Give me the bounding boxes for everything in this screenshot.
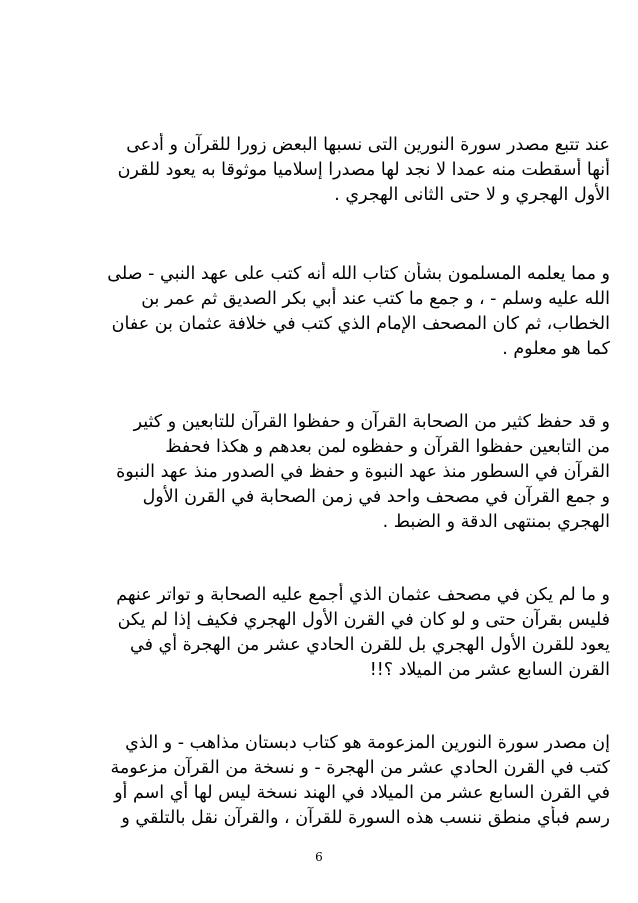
- paragraph-1-line-2: أنها أسقطت منه عمدا لا نجد لها مصدرا إسلاميا موثوقا به يعود للقرن: [117, 160, 610, 180]
- paragraph-5-line-1: إن مصدر سورة النورين المزعومة هو كتاب دبستان مذاهب - و الذي: [125, 733, 610, 753]
- paragraph-4-line-4: القرن السابع عشر من الميلاد ؟!!: [369, 660, 610, 680]
- paragraph-5: [30, 731, 610, 831]
- paragraph-1: [30, 133, 610, 208]
- paragraph-2-line-3: الخطاب، ثم كان المصحف الإمام الذي كتب في خلافة عثمان بن عفان: [111, 314, 610, 334]
- paragraph-5-line-2: كتب في القرن الحادي عشر من الهجرة - و نسخة من القرآن مزعومة: [110, 758, 610, 778]
- paragraph-2-line-1: و مما يعلمه المسلمون بشأن كتاب الله أنه كتب على عهد النبي - صلى: [107, 264, 610, 284]
- paragraph-1-line-1: عند تتبع مصدر سورة النورين التى نسبها البعض زورا للقرآن و أدعى: [126, 135, 610, 155]
- paragraph-3-line-1: و قد حفظ كثير من الصحابة القرآن و حفظوا القرآن للتابعين و كثير: [133, 412, 610, 432]
- paragraph-4: [30, 583, 610, 683]
- paragraph-4-line-3: يعود للقرن الأول الهجري بل للقرن الحادي عشر من الهجرة أي في: [130, 635, 610, 655]
- paragraph-3-line-5: الهجري بمنتهى الدقة و الضبط .: [382, 512, 610, 532]
- paragraph-5-line-3: في القرن السابع عشر من الميلاد في الهند نسخة ليس لها أي اسم أو: [114, 783, 610, 803]
- paragraph-3-line-2: من التابعين حفظوا القرآن و حفظوه لمن بعدهم و هكذا فحفظ: [165, 437, 610, 457]
- paragraph-3-line-3: القرآن في السطور منذ عهد النبوة و حفظ في الصدور منذ عهد النبوة: [116, 462, 610, 482]
- paragraph-1-line-3: الأول الهجري و لا حتى الثانى الهجري .: [334, 185, 610, 205]
- paragraph-2-line-4: كما هو معلوم .: [502, 339, 610, 359]
- paragraph-4-line-2: فليس بقرآن حتى و لو كان في القرن الأول الهجري فكيف إذا لم يكن: [117, 610, 610, 630]
- paragraph-2: [30, 262, 610, 362]
- paragraph-3: [30, 410, 610, 535]
- paragraph-2-line-2: الله عليه وسلم - ، و جمع ما كتب عند أبي بكر الصديق ثم عمر بن: [141, 289, 610, 309]
- paragraph-5-line-4: رسم فبأي منطق ننسب هذه السورة للقرآن ، والقرآن نقل بالتلقي و: [121, 808, 610, 828]
- page-number: 6: [315, 850, 323, 864]
- paragraph-4-line-1: و ما لم يكن في مصحف عثمان الذي أجمع عليه الصحابة و تواتر عنهم: [116, 585, 610, 605]
- paragraph-3-line-4: و جمع القرآن في مصحف واحد في زمن الصحابة في القرن الأول: [142, 487, 610, 507]
